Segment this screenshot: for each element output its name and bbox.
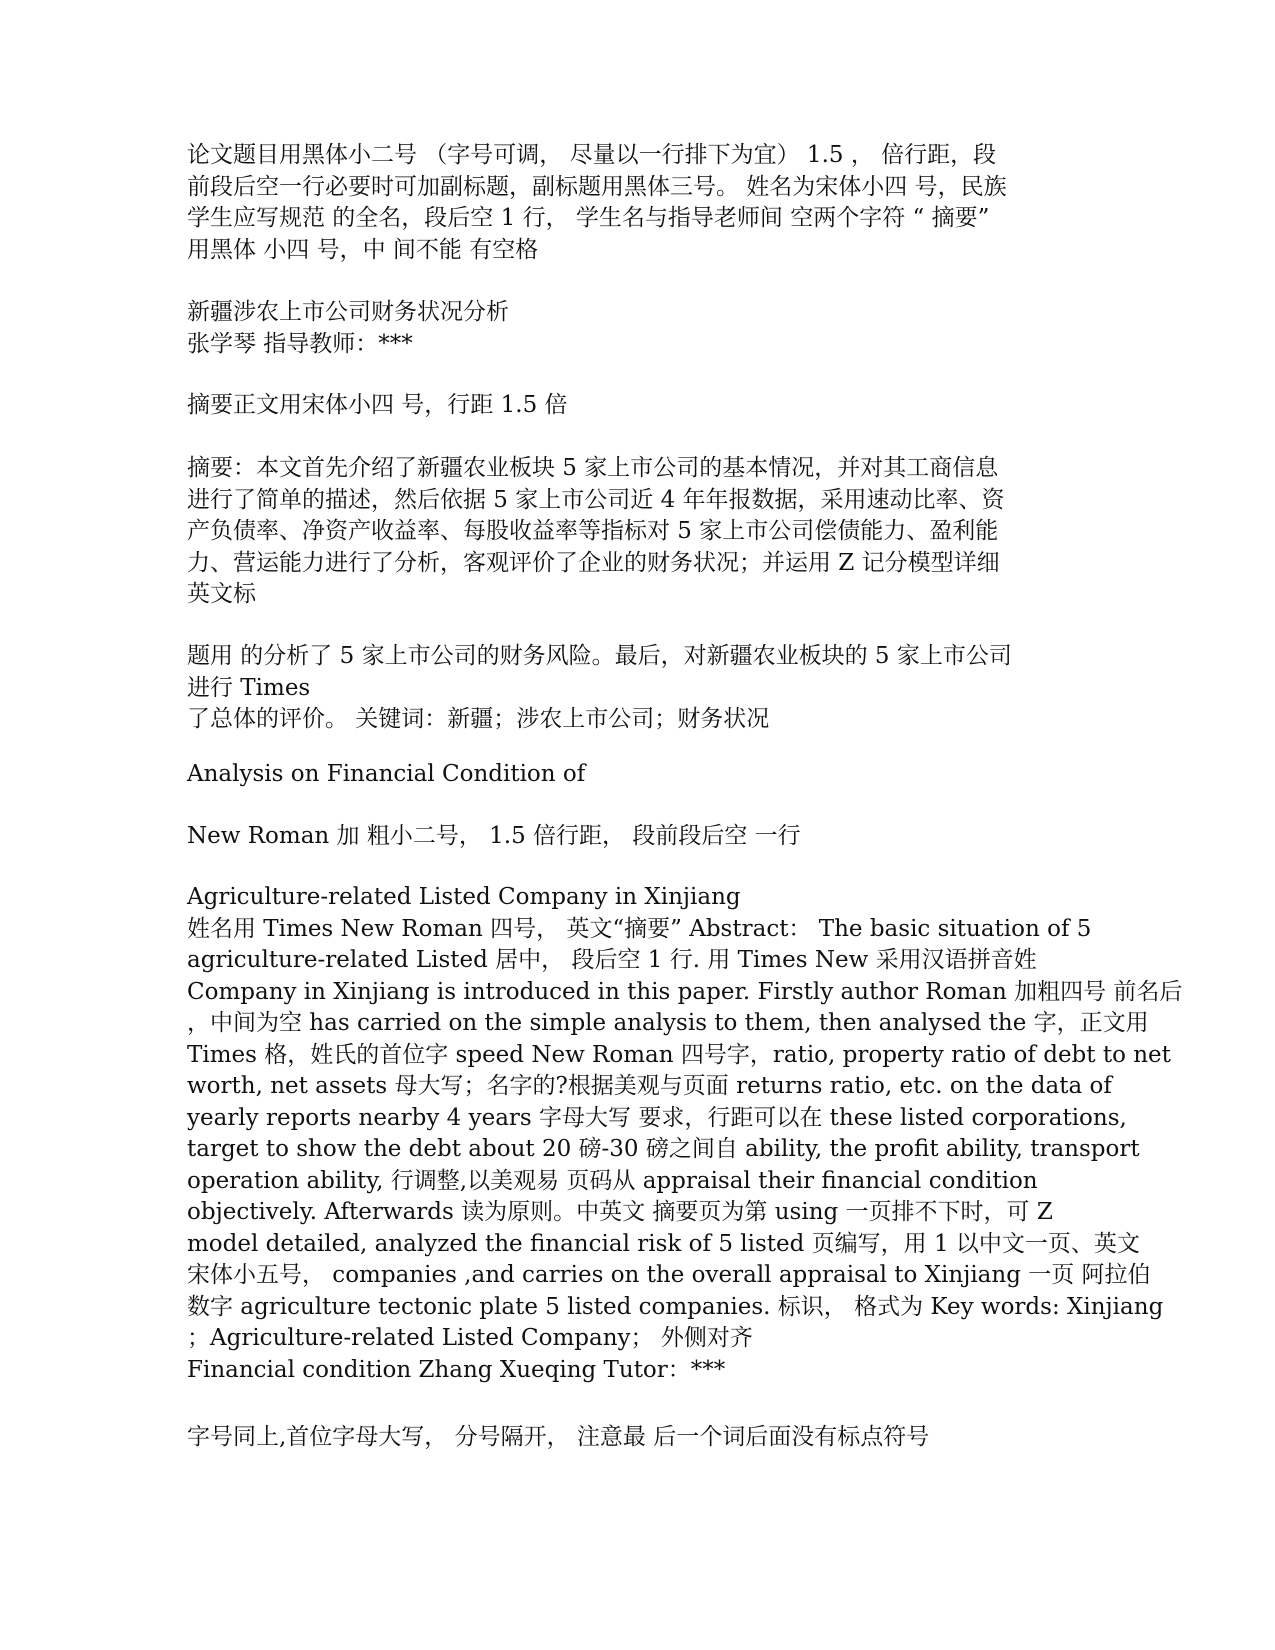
text-line: 题用 的分析了 5 家上市公司的财务风险。最后，对新疆农业板块的 5 家上市公司 xyxy=(187,643,1012,669)
text-line: 产负债率、净资产收益率、每股收益率等指标对 5 家上市公司偿债能力、盈利能 xyxy=(187,518,999,544)
text-line: 摘要正文用宋体小四 号，行距 1.5 倍 xyxy=(187,392,568,418)
title-format-note xyxy=(187,140,1107,266)
text-line: New Roman 加 粗小二号， 1.5 倍行距， 段前段后空 一行 xyxy=(187,823,801,849)
chinese-abstract-continued xyxy=(187,641,1107,736)
text-line: 用黑体 小四 号，中 间不能 有空格 xyxy=(187,236,539,263)
text-line: Agriculture-related Listed Company in Xinjiang xyxy=(187,884,741,910)
english-title-part-1 xyxy=(187,759,1107,791)
thesis-title: 新疆涉农上市公司财务状况分析 xyxy=(187,299,509,325)
text-line: 前段后空一行必要时可加副标题，副标题用黑体三号。 姓名为宋体小四 号，民族 xyxy=(187,173,1007,200)
english-title-format-note xyxy=(187,821,1107,853)
text-line: agriculture-related Listed 居中， 段后空 1 行. 用 Times New 采用汉语拼音姓 xyxy=(187,947,1037,973)
text-line: 学生应写规范 的全名，段后空 1 行， 学生名与指导老师间 空两个字符 “ 摘要” xyxy=(187,205,990,231)
text-line: objectively. Afterwards 读为原则。中英文 摘要页为第 using 一页排不下时，可 Z xyxy=(187,1199,1053,1225)
chinese-abstract xyxy=(187,453,1107,611)
text-line: Times 格，姓氏的首位字 speed New Roman 四号字，ratio, property ratio of debt to net xyxy=(187,1041,1171,1068)
author-line: 张学琴 指导教师：*** xyxy=(187,330,413,357)
text-line: 进行了简单的描述，然后依据 5 家上市公司近 4 年年报数据，采用速动比率、资 xyxy=(187,486,1005,513)
text-line: yearly reports nearby 4 years 字母大写 要求，行距可以在 these listed corporations, xyxy=(187,1104,1127,1131)
text-line: Financial condition Zhang Xueqing Tutor：*** xyxy=(187,1356,726,1383)
text-line: worth, net assets 母大写；名字的?根据美观与页面 returns ratio, etc. on the data of xyxy=(187,1073,1112,1099)
text-line: 姓名用 Times New Roman 四号， 英文“摘要” Abstract： The basic situation of 5 xyxy=(187,915,1092,942)
text-line: 英文标 xyxy=(187,581,256,607)
english-abstract xyxy=(187,882,1183,1386)
abstract-format-note xyxy=(187,390,1107,422)
keywords-line: 了总体的评价。 关键词：新疆；涉农上市公司；财务状况 xyxy=(187,706,770,732)
text-line: ；Agriculture-related Listed Company； 外侧对齐 xyxy=(187,1325,753,1351)
text-line: model detailed, analyzed the financial risk of 5 listed 页编写，用 1 以中文一页、英文 xyxy=(187,1230,1140,1257)
text-line: target to show the debt about 20 磅-30 磅之间自 ability, the profit ability, transport xyxy=(187,1136,1140,1162)
thesis-title-and-author xyxy=(187,297,1107,360)
text-line: 字号同上,首位字母大写， 分号隔开， 注意最 后一个词后面没有标点符号 xyxy=(187,1424,930,1450)
keywords-format-note xyxy=(187,1422,1107,1454)
text-line: 宋体小五号， companies ,and carries on the overall appraisal to Xinjiang 一页 阿拉伯 xyxy=(187,1262,1151,1288)
text-line: 进行 Times xyxy=(187,674,311,701)
text-line: 摘要：本文首先介绍了新疆农业板块 5 家上市公司的基本情况，并对其工商信息 xyxy=(187,455,999,481)
text-line: Analysis on Financial Condition of xyxy=(187,761,586,787)
text-line: ，中间为空 has carried on the simple analysis to them, then analysed the 字，正文用 xyxy=(187,1010,1149,1036)
text-line: operation ability, 行调整,以美观易 页码从 appraisal their financial condition xyxy=(187,1167,1038,1194)
text-line: 论文题目用黑体小二号 （字号可调， 尽量以一行排下为宜） 1.5 ， 倍行距，段 xyxy=(187,142,997,168)
text-line: Company in Xinjiang is introduced in this paper. Firstly author Roman 加粗四号 前名后 xyxy=(187,978,1183,1005)
text-line: 数字 agriculture tectonic plate 5 listed companies. 标识， 格式为 Key words: Xinjiang xyxy=(187,1293,1164,1320)
text-line: 力、营运能力进行了分析，客观评价了企业的财务状况；并运用 Z 记分模型详细 xyxy=(187,549,1000,576)
